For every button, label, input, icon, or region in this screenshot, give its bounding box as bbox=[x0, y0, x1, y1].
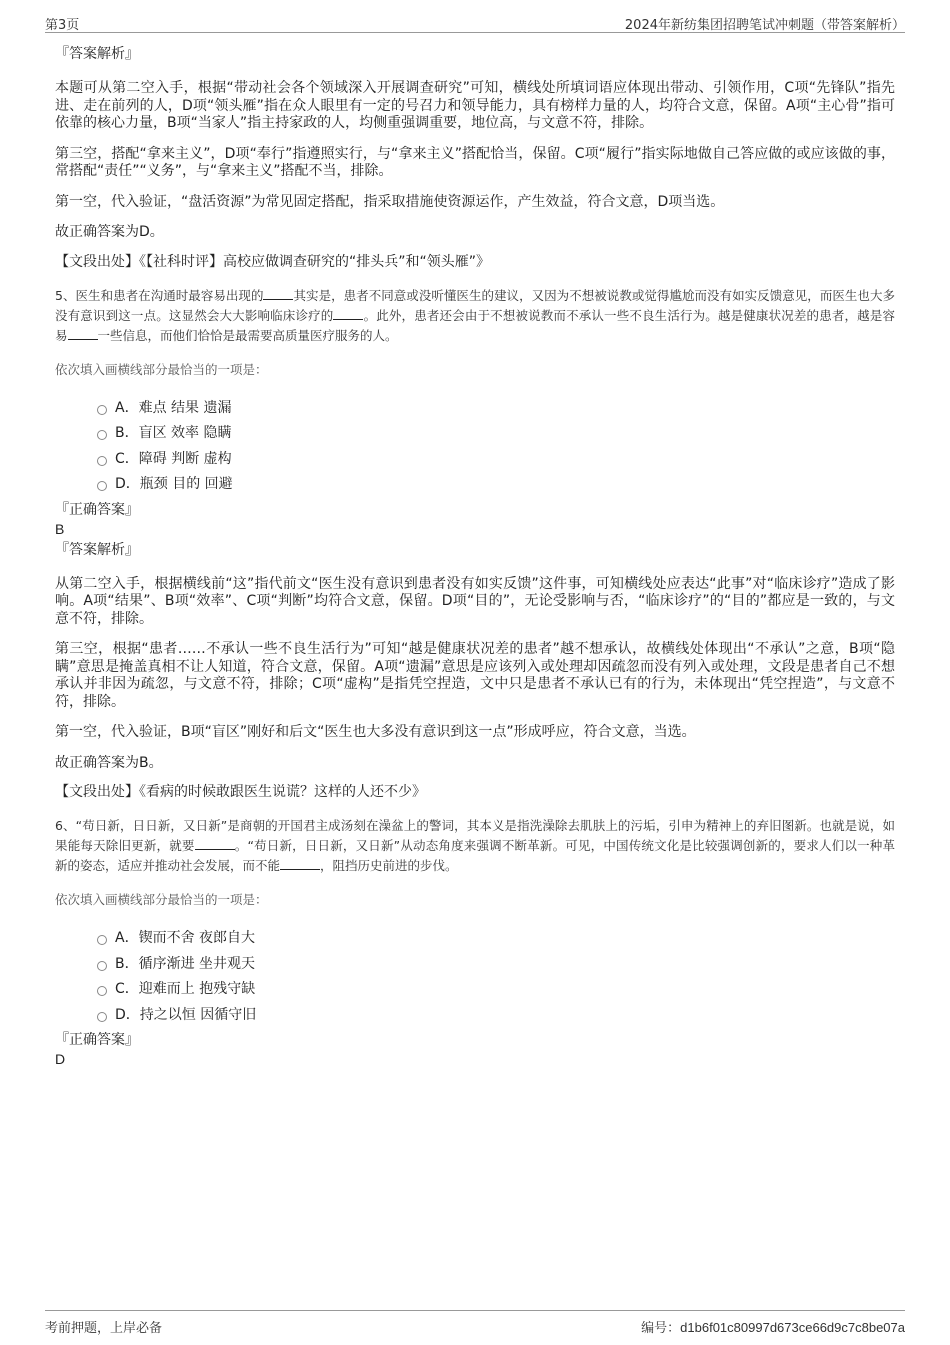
page-footer bbox=[45, 1310, 905, 1337]
option-b[interactable]: B．循序渐进 坐井观天 bbox=[55, 952, 895, 978]
analysis-paragraph: 第三空，搭配“拿来主义”，D项“奉行”指遵照实行，与“拿来主义”搭配恰当，保留。C项“履行”指实际地做自己答应做的或应该做的事，常搭配“责任”“义务”，与“拿来主义”搭配不当，排除。 bbox=[55, 145, 895, 179]
option-c[interactable]: C．障碍 判断 虚构 bbox=[55, 447, 895, 473]
question-6-text: 6、“苟日新，日日新，又日新”是商朝的开国君主成汤刻在澡盆上的警词，其本义是指洗澡除去肌肤上的污垢，引申为精神上的弃旧图新。也就是说，如果能每天除旧更新，就要 。“苟日新，日日新，又日新”从动态角度来强调不断革新。可见，中国传统文化是比较强调创新的，要求人们以一种革新的姿态，适应并推动社会发展，而不能 ，阻挡历史前进的步伐。 bbox=[55, 818, 895, 873]
analysis-label: 『答案解析』 bbox=[55, 541, 139, 558]
option-c[interactable]: C．迎难而上 抱残守缺 bbox=[55, 977, 895, 1003]
page-content bbox=[55, 44, 895, 1068]
fill-blank bbox=[195, 837, 235, 850]
analysis-paragraph: 第一空，代入验证，“盘活资源”为常见固定搭配，指采取措施使资源运作，产生效益，符合文意，D项当选。 bbox=[55, 193, 725, 210]
fill-blank bbox=[333, 307, 363, 320]
option-b[interactable]: B．盲区 效率 隐瞒 bbox=[55, 421, 895, 447]
correct-answer-label: 『正确答案』 bbox=[55, 1032, 139, 1048]
correct-answer: D bbox=[55, 1051, 66, 1067]
radio-button[interactable] bbox=[97, 481, 107, 491]
radio-button[interactable] bbox=[97, 935, 107, 945]
analysis-paragraph: 故正确答案为B。 bbox=[55, 754, 163, 771]
analysis-paragraph: 第三空，根据“患者……不承认一些不良生活行为”可知“越是健康状况差的患者”越不想承认，故横线处体现出“不承认”之意，B项“隐瞒”意思是掩盖真相不让人知道，符合文意，保留。A项“遗漏”意思是应该列入或处理却因疏忽而没有列入或处理，文段是患者自己不想承认并非因为疏忽，与文意不符，排除；C项“虚构”是指凭空捏造，文中只是患者不承认已有的行为，未体现出“凭空捏造”，与文意不符，排除。 bbox=[55, 641, 895, 710]
option-a[interactable]: A．难点 结果 遗漏 bbox=[55, 396, 895, 422]
option-d[interactable]: D．持之以恒 因循守旧 bbox=[55, 1003, 895, 1029]
analysis-paragraph: 从第二空入手，根据横线前“这”指代前文“医生没有意识到患者没有如实反馈”这件事，可知横线处应表达“此事”对“临床诊疗”造成了影响。A项“结果”、B项“效率”、C项“判断”均符合文意，保留。D项“目的”，无论受影响与否，“临床诊疗”的“目的”都应是一致的，与文意不符，排除。 bbox=[55, 575, 895, 627]
passage-source: 【文段出处】《看病的时候敢跟医生说谎？这样的人还不少》 bbox=[55, 784, 426, 800]
question-5-text: 5、医生和患者在沟通时最容易出现的 其实是，患者不同意或没听懂医生的建议，又因为不想被说教或觉得尴尬而没有如实反馈意见，而医生也大多没有意识到这一点。这显然会大大影响临床诊疗的 。此外，患者还会由于不想被说教而不承认一些不良生活行为。越是健康状况差的患者，越是容易 一些信息，而他们恰恰是最需要高质量医疗服务的人。 bbox=[55, 287, 895, 343]
question-prompt: 依次填入画横线部分最恰当的一项是： bbox=[55, 361, 268, 377]
fill-blank bbox=[263, 287, 293, 300]
option-d[interactable]: D．瓶颈 目的 回避 bbox=[55, 472, 895, 498]
document-id-label: 编号： bbox=[641, 1321, 681, 1336]
footer-slogan: 考前押题，上岸必备 bbox=[45, 1321, 163, 1336]
document-id-value: d1b6f01c80997d673ce66d9c7c8be07a bbox=[680, 1320, 905, 1335]
page-header bbox=[45, 12, 905, 33]
analysis-paragraph: 故正确答案为D。 bbox=[55, 224, 164, 240]
page-number: 第3页 bbox=[45, 18, 80, 33]
fill-blank bbox=[68, 327, 98, 340]
question-6-options bbox=[55, 926, 895, 1028]
option-a[interactable]: A．锲而不舍 夜郎自大 bbox=[55, 926, 895, 952]
document-id bbox=[641, 1317, 905, 1336]
fill-blank bbox=[280, 857, 320, 870]
radio-button[interactable] bbox=[97, 456, 107, 466]
radio-button[interactable] bbox=[97, 986, 107, 996]
analysis-paragraph: 第一空，代入验证，B项“盲区”刚好和后文“医生也大多没有意识到这一点”形成呼应，符合文意，当选。 bbox=[55, 724, 696, 740]
radio-button[interactable] bbox=[97, 961, 107, 971]
correct-answer-label: 『正确答案』 bbox=[55, 501, 139, 518]
question-prompt: 依次填入画横线部分最恰当的一项是： bbox=[55, 892, 268, 907]
radio-button[interactable] bbox=[97, 430, 107, 440]
radio-button[interactable] bbox=[97, 1012, 107, 1022]
correct-answer: B bbox=[55, 520, 65, 537]
analysis-label: 『答案解析』 bbox=[55, 46, 139, 62]
analysis-paragraph: 本题可从第二空入手，根据“带动社会各个领域深入开展调查研究”可知，横线处所填词语应体现出带动、引领作用，C项“先锋队”指先进、走在前列的人，D项“领头雁”指在众人眼里有一定的号召力和领导能力，具有榜样力量的人，均符合文意，保留。A项“主心骨”指可依靠的核心力量，B项“当家人”指主持家政的人，均侧重强调重要，地位高，与文意不符，排除。 bbox=[55, 80, 895, 131]
question-5-options bbox=[55, 396, 895, 498]
document-title: 2024年新纺集团招聘笔试冲刺题（带答案解析） bbox=[624, 18, 905, 33]
passage-source: 【文段出处】《【社科时评】高校应做调查研究的“排头兵”和“领头雁”》 bbox=[55, 253, 491, 270]
radio-button[interactable] bbox=[97, 405, 107, 415]
